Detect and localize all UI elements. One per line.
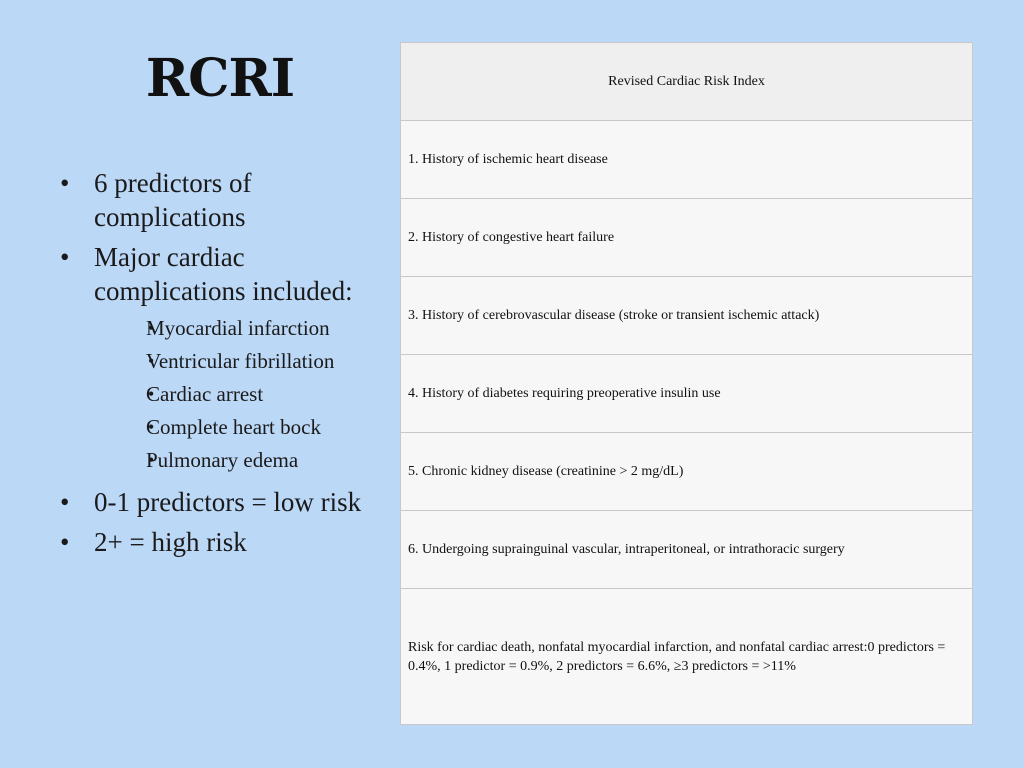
table-footer-cell: Risk for cardiac death, nonfatal myocardial infarction, and nonfatal cardiac arrest:0 predictors = 0.4%, 1 predictor = 0.9%, 2 predictors = 6.6%, ≥3 predictors = >11% [401,589,973,725]
sub-bullet-item: • Myocardial infarction [94,312,388,345]
table-cell: 1. History of ischemic heart disease [401,121,973,199]
table-row [401,433,973,511]
table-cell: 5. Chronic kidney disease (creatinine > 2 mg/dL) [401,433,973,511]
sub-bullet-item: • Pulmonary edema [94,444,388,477]
table-row [401,121,973,199]
table-header: Revised Cardiac Risk Index [401,43,973,121]
table-row [401,355,973,433]
rcri-table [400,42,973,725]
sub-bullet-list [94,312,388,477]
bullet-item: • 6 predictors of complications [58,166,388,234]
sub-bullet-item: • Complete heart bock [94,411,388,444]
bullet-item: • 2+ = high risk [58,525,388,559]
slide-title: RCRI [145,48,295,109]
bullet-item-label: Major cardiac complications included: [94,242,353,306]
table-cell: 6. Undergoing suprainguinal vascular, intraperitoneal, or intrathoracic surgery [401,511,973,589]
table-cell: 3. History of cerebrovascular disease (stroke or transient ischemic attack) [401,277,973,355]
table-row [401,277,973,355]
sub-bullet-item: • Ventricular fibrillation [94,345,388,378]
table-row [401,199,973,277]
bullet-item-with-subitems [58,240,388,477]
bullet-item: • 0-1 predictors = low risk [58,485,388,519]
table-cell: 2. History of congestive heart failure [401,199,973,277]
bullet-list [58,166,388,565]
sub-bullet-item: • Cardiac arrest [94,378,388,411]
table-cell: 4. History of diabetes requiring preoperative insulin use [401,355,973,433]
table-footer-row [401,589,973,725]
table-row [401,511,973,589]
